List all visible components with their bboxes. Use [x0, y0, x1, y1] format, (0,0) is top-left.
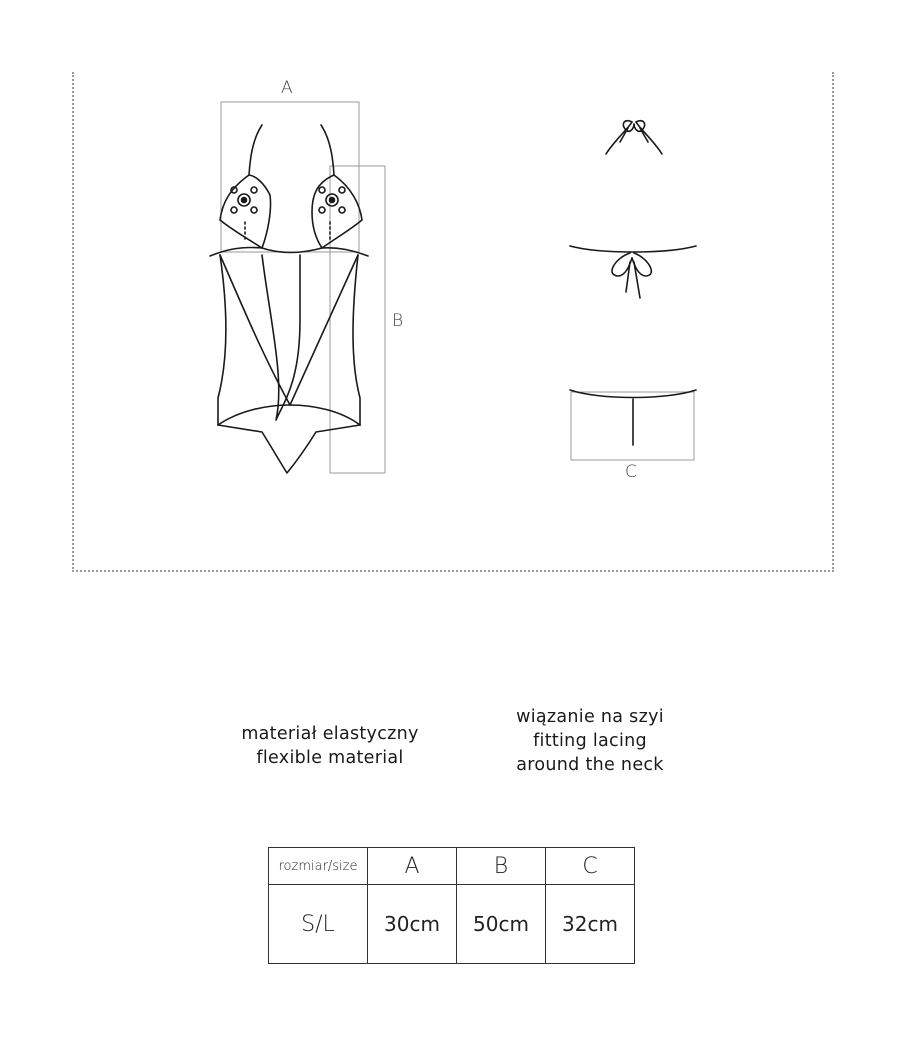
- header-a: A: [368, 848, 457, 885]
- elastic-feature-text: [200, 722, 460, 770]
- table-row: [269, 885, 635, 964]
- dimension-a-box: [221, 102, 359, 252]
- dimension-b-label: B: [392, 311, 404, 331]
- neck-tie-feature-text: [470, 705, 710, 777]
- cell-size: S/L: [269, 885, 368, 964]
- neck-tie-detail: [606, 121, 662, 154]
- neck-tie-text-en-2: around the neck: [516, 755, 664, 775]
- header-b: B: [457, 848, 546, 885]
- cell-b: 50cm: [457, 885, 546, 964]
- neck-tie-text-en-1: fitting lacing: [533, 731, 647, 751]
- elastic-text-pl: materiał elastyczny: [241, 724, 419, 744]
- dimension-b-box: [330, 166, 385, 473]
- cell-c: 32cm: [546, 885, 635, 964]
- neck-tie-text-pl: wiązanie na szyi: [516, 707, 664, 727]
- crotch-detail: [570, 390, 696, 445]
- cell-a: 30cm: [368, 885, 457, 964]
- dimension-c-label: C: [625, 462, 637, 482]
- header-size: rozmiar/size: [269, 848, 368, 885]
- elastic-text-en: flexible material: [256, 748, 404, 768]
- table-header-row: [269, 848, 635, 885]
- bodysuit-illustration: [210, 125, 368, 473]
- size-table: [268, 847, 635, 964]
- dimension-a-label: A: [281, 78, 293, 98]
- back-tie-detail: [570, 246, 696, 298]
- header-c: C: [546, 848, 635, 885]
